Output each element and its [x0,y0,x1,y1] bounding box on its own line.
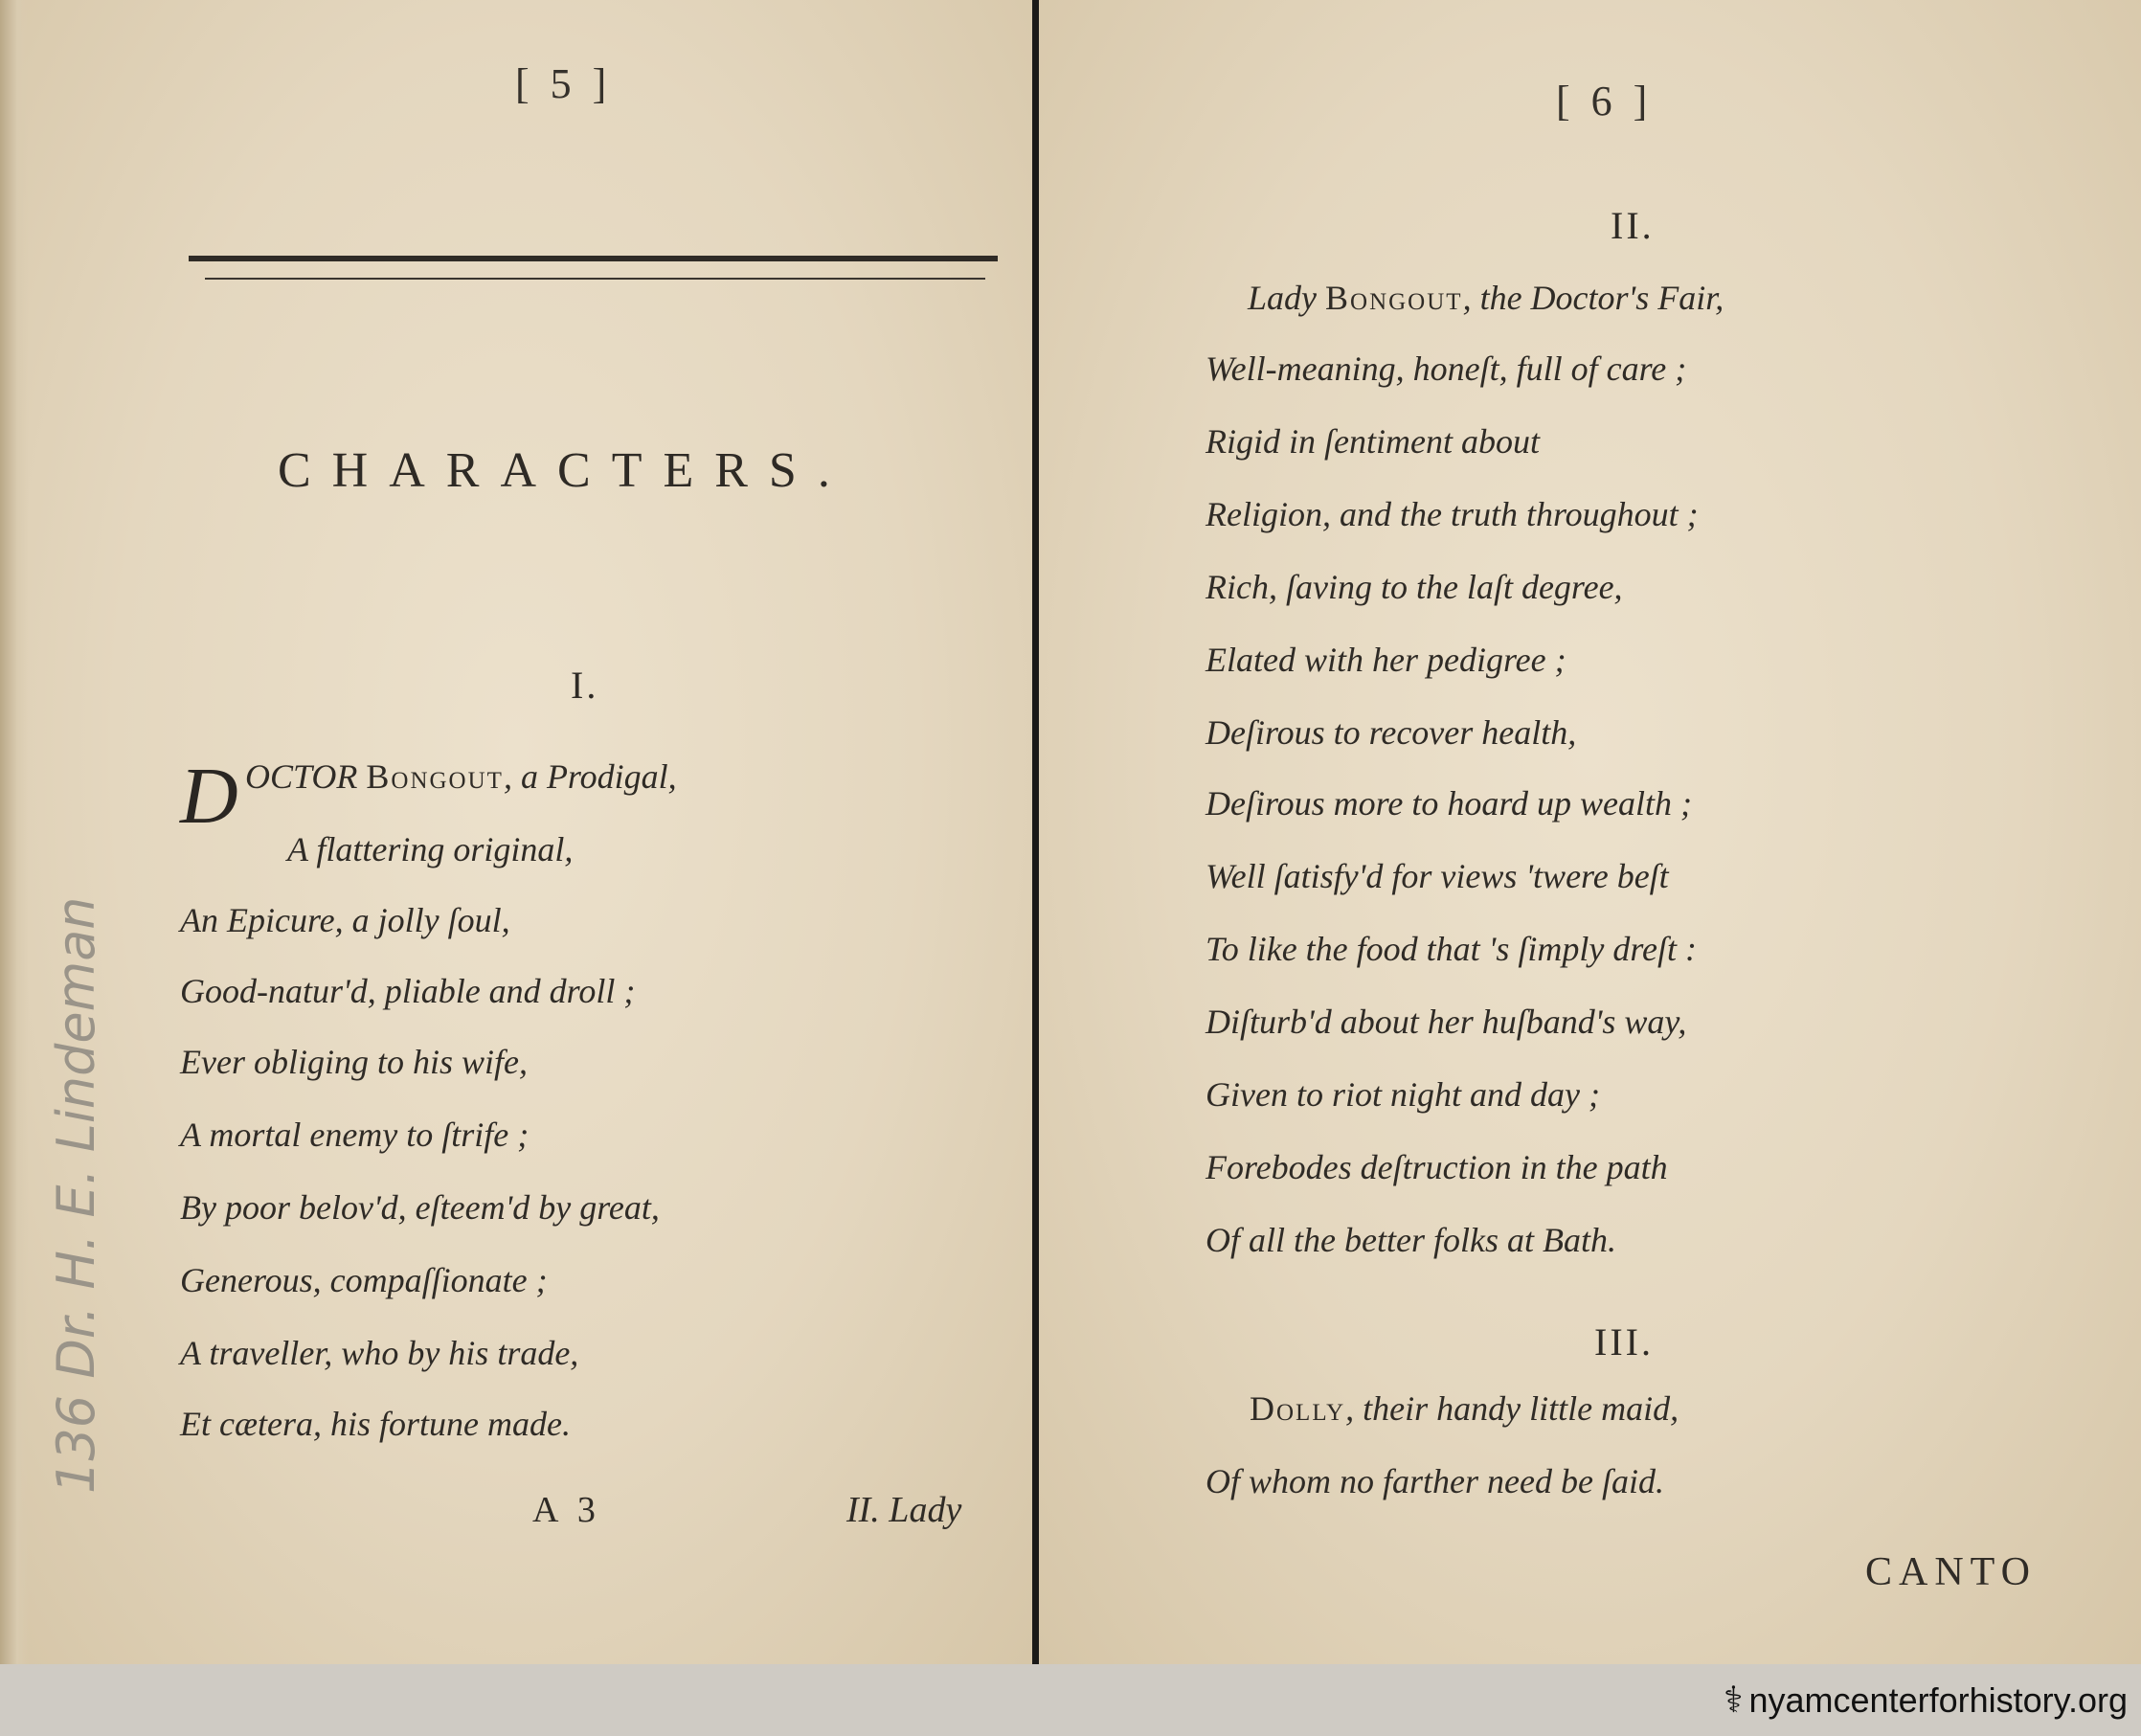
signature-mark: A 3 [532,1490,601,1530]
handwritten-note: 136 Dr. H. E. Lindeman [46,896,106,1494]
verse-line: A flattering original, [287,830,574,868]
verse-line: Well ſatisfy'd for views 'twere beſt [1206,857,1669,895]
page-number-right: [6] [1556,78,1669,124]
page-heading: CHARACTERS. [278,443,851,498]
verse-line: Forebodes deſtruction in the path [1206,1148,1668,1186]
verse-line: Religion, and the truth throughout ; [1206,495,1699,533]
brand-text: nyamcenterforhistory.org [1748,1680,2128,1720]
section-numeral-three: III. [1594,1320,1654,1364]
verse-line: Of whom no farther need be ſaid. [1206,1462,1664,1500]
verse-line: Deſirous to recover health, [1206,713,1577,752]
page-edge-shadow [0,0,29,1664]
book-gutter [1032,0,1039,1664]
section-numeral-two: II. [1611,204,1655,247]
verse-line: Given to riot night and day ; [1206,1075,1600,1114]
verse-line: By poor belov'd, eſteem'd by great, [180,1188,660,1227]
verse-line: Rich, ſaving to the laſt degree, [1206,568,1623,606]
verse-line: Elated with her pedigree ; [1206,641,1566,679]
catchword-left: II. Lady [846,1490,962,1530]
verse-line: An Epicure, a jolly ſoul, [180,901,510,939]
verse-line: A traveller, who by his trade, [180,1334,579,1372]
verse-line: Rigid in ſentiment about [1206,422,1540,461]
verse-line: Dolly, their handy little maid, [1250,1389,1679,1428]
verse-line: A mortal enemy to ſtrife ; [180,1116,530,1154]
header-rule-thick [189,256,998,261]
verse-line: Ever obliging to his wife, [180,1043,528,1081]
verse-line: Generous, compaſſionate ; [180,1261,548,1299]
verse-line: To like the food that 's ſimply dreſt : [1206,930,1697,968]
verse-line: Of all the better folks at Bath. [1206,1221,1616,1259]
brand-link[interactable] [1724,1679,2128,1722]
drop-cap: D [180,752,238,841]
verse-line: Good-natur'd, pliable and droll ; [180,972,636,1010]
verse-line: OCTOR Bongout, a Prodigal, [245,757,677,796]
page-number-left: [5] [515,60,628,107]
caduceus-icon: ⚕ [1723,1680,1744,1721]
verse-line: Diſturb'd about her huſband's way, [1206,1003,1687,1041]
verse-line: Lady Bongout, the Doctor's Fair, [1248,279,1724,317]
section-numeral-one: I. [571,664,599,707]
header-rule-thin [205,278,985,280]
verse-line: Well-meaning, honeſt, full of care ; [1206,349,1687,388]
verse-line: Et cætera, his fortune made. [180,1405,571,1443]
verse-line: Deſirous more to hoard up wealth ; [1206,784,1692,823]
catchword-right: CANTO [1865,1550,2037,1594]
